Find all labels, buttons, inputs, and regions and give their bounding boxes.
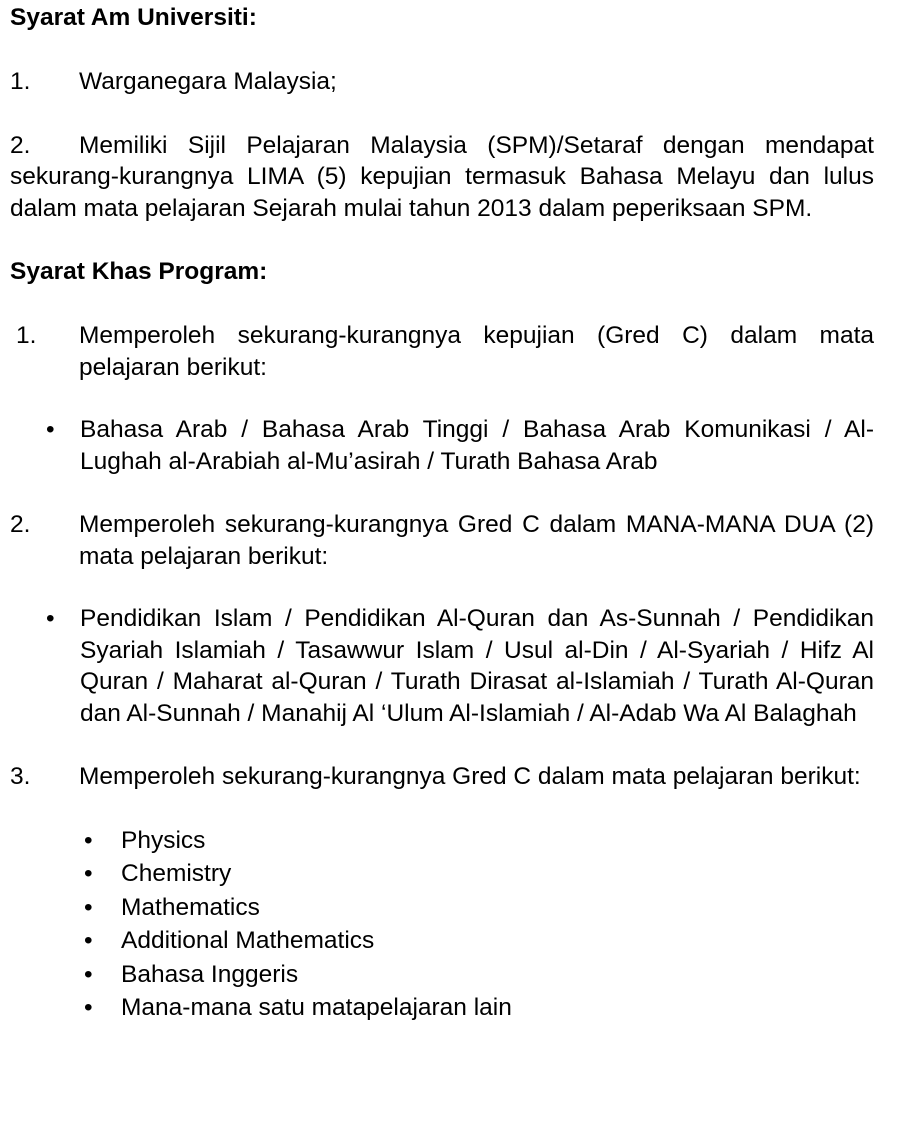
- list-number: 1.: [16, 322, 37, 349]
- document-body: [10, 0, 874, 1025]
- bullet-text: Physics: [121, 826, 206, 854]
- list-item-text: [10, 130, 874, 225]
- list-item: [10, 924, 874, 958]
- list-item: [10, 857, 874, 891]
- bullet-icon: •: [84, 960, 93, 988]
- list-item: [10, 991, 874, 1025]
- bullet-list: [10, 603, 874, 729]
- general-requirement-item-2: [10, 130, 874, 225]
- list-number: 2.: [10, 131, 31, 159]
- bullet-icon: •: [84, 893, 93, 921]
- bullet-icon: •: [84, 860, 93, 888]
- list-item: [10, 824, 874, 858]
- bullet-icon: •: [46, 605, 55, 632]
- list-number: 1.: [10, 68, 31, 95]
- list-item-text: Memperoleh sekurang-kurangnya Gred C dalam mata pelajaran berikut:: [79, 763, 861, 790]
- bullet-text: Chemistry: [121, 860, 232, 888]
- bullet-text: Additional Mathematics: [121, 927, 375, 955]
- list-item-text: Warganegara Malaysia;: [79, 68, 337, 95]
- bullet-text: Pendidikan Islam / Pendidikan Al-Quran dan As-Sunnah / Pendidikan Syariah Islamiah / Tasawwur Islam / Usul al-Din / Al-Syariah / Hifz Al Quran / Maharat al-Quran / Turath Dirasat al-Islamiah / Turath Al-Quran dan Al-Sunnah / Manahij Al ‘Ulum Al-Islamiah / Al-Adab Wa Al Balaghah: [80, 605, 874, 727]
- bullet-text: Mana-mana satu matapelajaran lain: [121, 994, 512, 1022]
- general-requirement-item-1: [10, 66, 874, 98]
- list-item-text-rest: sekurang-kurangnya LIMA (5) kepujian termasuk Bahasa Melayu dan lulus dalam mata pelajaran Sejarah mulai tahun 2013 dalam peperiksaan SPM.: [10, 163, 874, 222]
- list-item-text: Memperoleh sekurang-kurangnya Gred C dalam MANA-MANA DUA (2) mata pelajaran berikut:: [79, 511, 874, 570]
- bullet-icon: •: [84, 927, 93, 955]
- subject-bullet-list: [10, 824, 874, 1026]
- list-item-text-first: Memiliki Sijil Pelajaran Malaysia (SPM)/Setaraf dengan mendapat: [79, 131, 874, 159]
- list-item: [10, 891, 874, 925]
- bullet-text: Mathematics: [121, 893, 260, 921]
- bullet-list: [10, 414, 874, 477]
- list-item: [10, 414, 874, 477]
- program-requirement-item-1: [10, 320, 874, 383]
- bullet-icon: •: [46, 416, 55, 443]
- general-requirements-heading: Syarat Am Universiti:: [10, 4, 257, 31]
- bullet-text: Bahasa Arab / Bahasa Arab Tinggi / Bahasa Arab Komunikasi / Al-Lughah al-Arabiah al-Mu’asirah / Turath Bahasa Arab: [80, 416, 874, 475]
- list-number: 3.: [10, 763, 31, 790]
- bullet-icon: •: [84, 994, 93, 1022]
- bullet-icon: •: [84, 826, 93, 854]
- program-requirement-item-2: [10, 509, 874, 572]
- list-item-text: Memperoleh sekurang-kurangnya kepujian (Gred C) dalam mata pelajaran berikut:: [79, 322, 874, 381]
- list-item: [10, 958, 874, 992]
- bullet-text: Bahasa Inggeris: [121, 960, 299, 988]
- list-number: 2.: [10, 511, 31, 538]
- program-requirement-item-3: [10, 761, 874, 793]
- program-requirements-heading: Syarat Khas Program:: [10, 258, 268, 285]
- list-item: [10, 603, 874, 729]
